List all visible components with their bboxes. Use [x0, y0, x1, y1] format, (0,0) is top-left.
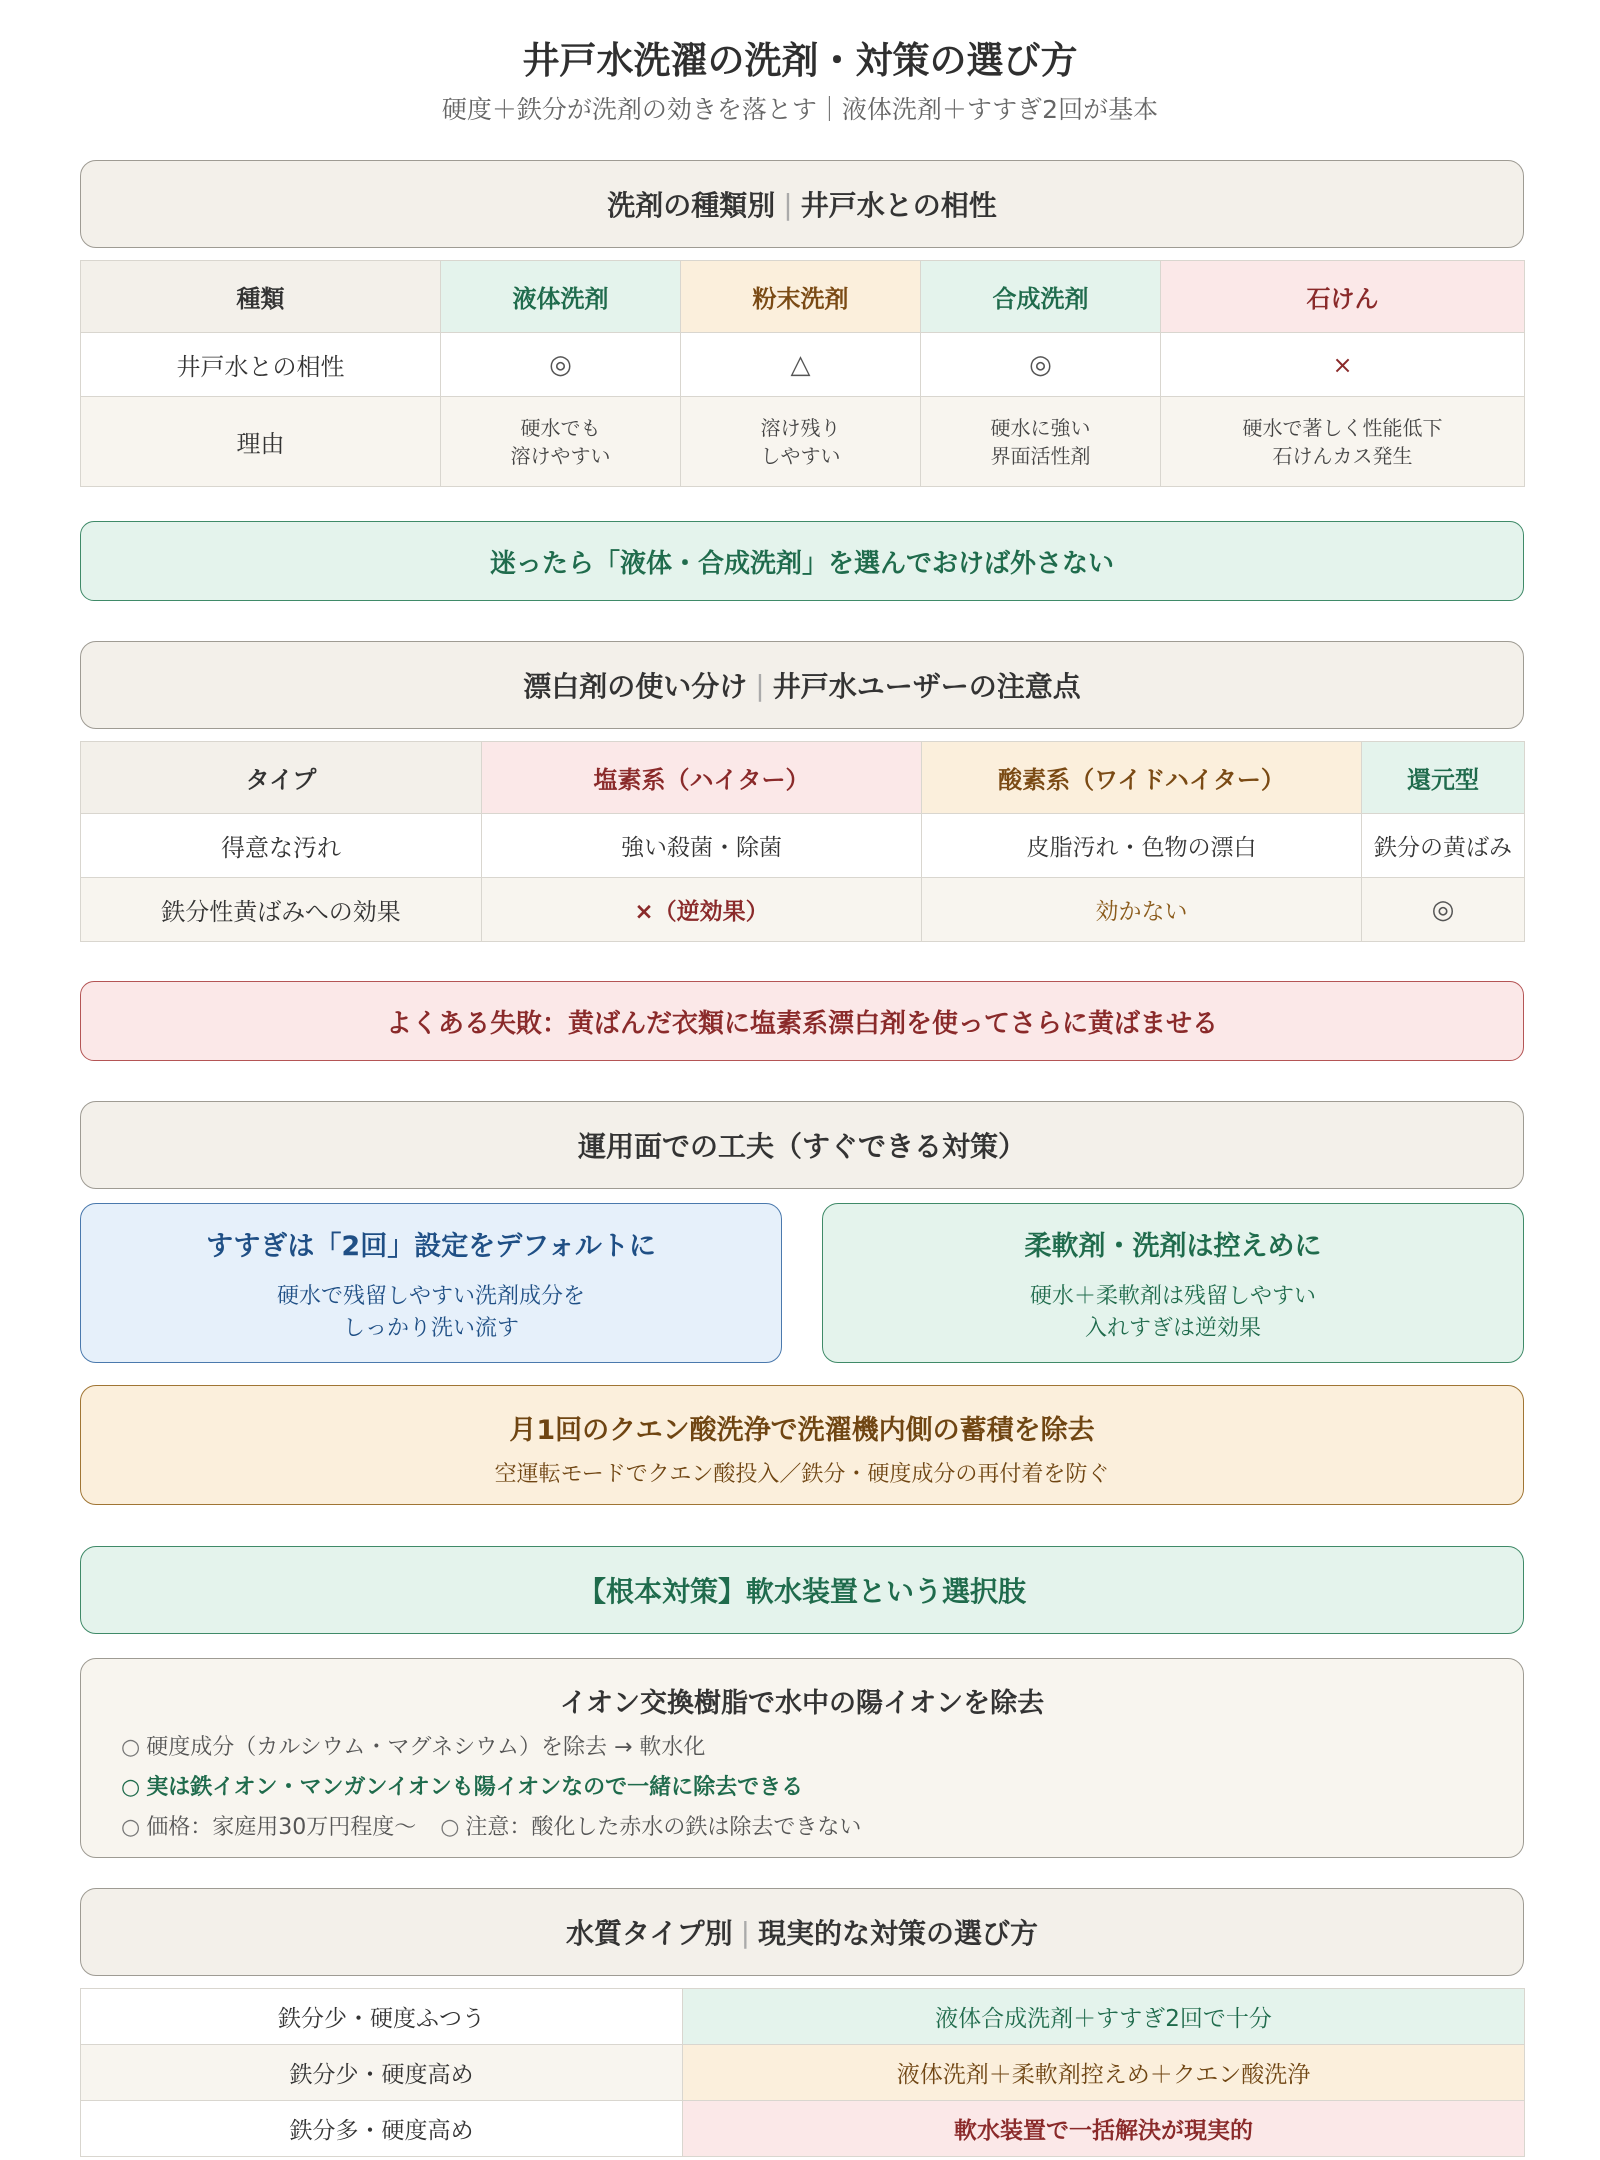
citric-card-line: 空運転モードでクエン酸投入／鉄分・硬度成分の再付着を防ぐ [494, 1462, 1110, 1487]
title-separator: | [783, 187, 793, 221]
rinse-card-line: しっかり洗い流す [342, 1316, 519, 1341]
column-header-oxygen: 酸素系（ワイドハイター） [922, 742, 1362, 814]
citric-acid-card [80, 1385, 1524, 1505]
table-row [81, 2101, 1525, 2157]
reason-line: しやすい [760, 443, 841, 468]
effect-cell: ◎ [1362, 878, 1525, 942]
row-label: 鉄分性黄ばみへの効果 [81, 878, 482, 942]
title-separator: | [755, 668, 765, 702]
reason-line: 界面活性剤 [990, 443, 1091, 468]
water-type-table [80, 1988, 1525, 2157]
reason-line: 溶け残り [760, 415, 841, 440]
column-header-synthetic: 合成洗剤 [921, 261, 1161, 333]
page-title: 井戸水洗濯の洗剤・対策の選び方 [522, 39, 1078, 82]
row-label: 理由 [81, 397, 441, 487]
table-row [81, 2045, 1525, 2101]
ion-exchange-box [80, 1658, 1524, 1858]
reason-cell [1161, 397, 1525, 487]
stain-cell: 強い殺菌・除菌 [482, 814, 922, 878]
reason-cell [921, 397, 1161, 487]
title-separator: | [740, 1915, 751, 1949]
bullet-mark: ○ [121, 1735, 141, 1760]
bullet-text: 価格：家庭用30万円程度〜 [146, 1815, 417, 1840]
water-type-cell: 鉄分多・硬度高め [81, 2101, 683, 2157]
reason-cell [681, 397, 921, 487]
table-row [81, 333, 1525, 397]
bullet-list [121, 1728, 1523, 1848]
rinse-card [80, 1203, 782, 1363]
compat-value: ◎ [441, 333, 681, 397]
water-type-cell: 鉄分少・硬度高め [81, 2045, 683, 2101]
detergent-tip-callout: 迷ったら「液体・合成洗剤」を選んでおけば外さない [80, 521, 1524, 601]
page-subtitle: 硬度＋鉄分が洗剤の効きを落とす｜液体洗剤＋すすぎ2回が基本 [441, 95, 1159, 124]
bullet-item [121, 1728, 1523, 1768]
detergent-section-header [80, 160, 1524, 248]
column-header: タイプ [81, 742, 482, 814]
bullet-text: 注意：酸化した赤水の鉄は除去できない [465, 1815, 862, 1840]
compat-value: ◎ [921, 333, 1161, 397]
water-type-title-a: 水質タイプ別 [565, 1917, 733, 1950]
detergent-section-title-a: 洗剤の種類別 [607, 189, 776, 222]
compat-value: × [1161, 333, 1525, 397]
bleach-section-title-b: 井戸水ユーザーの注意点 [772, 670, 1081, 703]
bleach-table [80, 741, 1525, 942]
water-type-cell: 鉄分少・硬度ふつう [81, 1989, 683, 2045]
bullet-text: 硬度成分（カルシウム・マグネシウム）を除去 → 軟水化 [146, 1735, 706, 1760]
effect-cell: 効かない [922, 878, 1362, 942]
table-row [81, 1989, 1525, 2045]
effect-cell: ×（逆効果） [482, 878, 922, 942]
softener-card [822, 1203, 1524, 1363]
bleach-section-header [80, 641, 1524, 729]
column-header-chlorine: 塩素系（ハイター） [482, 742, 922, 814]
ion-exchange-title: イオン交換樹脂で水中の陽イオンを除去 [559, 1688, 1045, 1719]
rinse-card-title: すすぎは「2回」設定をデフォルトに [206, 1231, 656, 1262]
softener-card-line: 入れすぎは逆効果 [1084, 1316, 1261, 1341]
column-header: 種類 [81, 261, 441, 333]
column-header-reducing: 還元型 [1362, 742, 1525, 814]
bullet-item [121, 1808, 1523, 1848]
reason-cell [441, 397, 681, 487]
bullet-mark: ○ [440, 1815, 460, 1840]
operation-section-header: 運用面での工夫（すぐできる対策） [80, 1101, 1524, 1189]
bullet-item-highlight [121, 1768, 1523, 1808]
solution-cell: 液体合成洗剤＋すすぎ2回で十分 [683, 1989, 1525, 2045]
stain-cell: 鉄分の黄ばみ [1362, 814, 1525, 878]
softener-card-title: 柔軟剤・洗剤は控えめに [1024, 1231, 1322, 1262]
table-row [81, 397, 1525, 487]
table-header-row [81, 742, 1525, 814]
row-label: 井戸水との相性 [81, 333, 441, 397]
citric-card-title: 月1回のクエン酸洗浄で洗濯機内側の蓄積を除去 [509, 1415, 1095, 1446]
table-header-row [81, 261, 1525, 333]
bullet-mark: ○ [121, 1815, 141, 1840]
reason-line: 硬水に強い [990, 415, 1091, 440]
rinse-card-line: 硬水で残留しやすい洗剤成分を [276, 1284, 585, 1309]
bullet-mark: ○ [121, 1775, 141, 1800]
water-type-section-header [80, 1888, 1524, 1976]
compat-value: △ [681, 333, 921, 397]
water-type-title-b: 現実的な対策の選び方 [758, 1917, 1039, 1950]
column-header-soap: 石けん [1161, 261, 1525, 333]
table-row [81, 878, 1525, 942]
bleach-section-title-a: 漂白剤の使い分け [523, 670, 748, 703]
column-header-liquid: 液体洗剤 [441, 261, 681, 333]
row-label: 得意な汚れ [81, 814, 482, 878]
stain-cell: 皮脂汚れ・色物の漂白 [922, 814, 1362, 878]
softener-card-line: 硬水＋柔軟剤は残留しやすい [1029, 1284, 1316, 1309]
column-header-powder: 粉末洗剤 [681, 261, 921, 333]
reason-line: 石けんカス発生 [1272, 443, 1413, 468]
detergent-section-title-b: 井戸水との相性 [800, 189, 997, 222]
detergent-table [80, 260, 1525, 487]
solution-cell: 液体洗剤＋柔軟剤控えめ＋クエン酸洗浄 [683, 2045, 1525, 2101]
water-softener-section-header: 【根本対策】軟水装置という選択肢 [80, 1546, 1524, 1634]
reason-line: 硬水で著しく性能低下 [1242, 415, 1443, 440]
bullet-text: 実は鉄イオン・マンガンイオンも陽イオンなので一緒に除去できる [146, 1775, 804, 1800]
reason-line: 硬水でも [520, 415, 601, 440]
solution-cell: 軟水装置で一括解決が現実的 [683, 2101, 1525, 2157]
bleach-warning-callout: よくある失敗：黄ばんだ衣類に塩素系漂白剤を使ってさらに黄ばませる [80, 981, 1524, 1061]
table-row [81, 814, 1525, 878]
reason-line: 溶けやすい [510, 443, 611, 468]
